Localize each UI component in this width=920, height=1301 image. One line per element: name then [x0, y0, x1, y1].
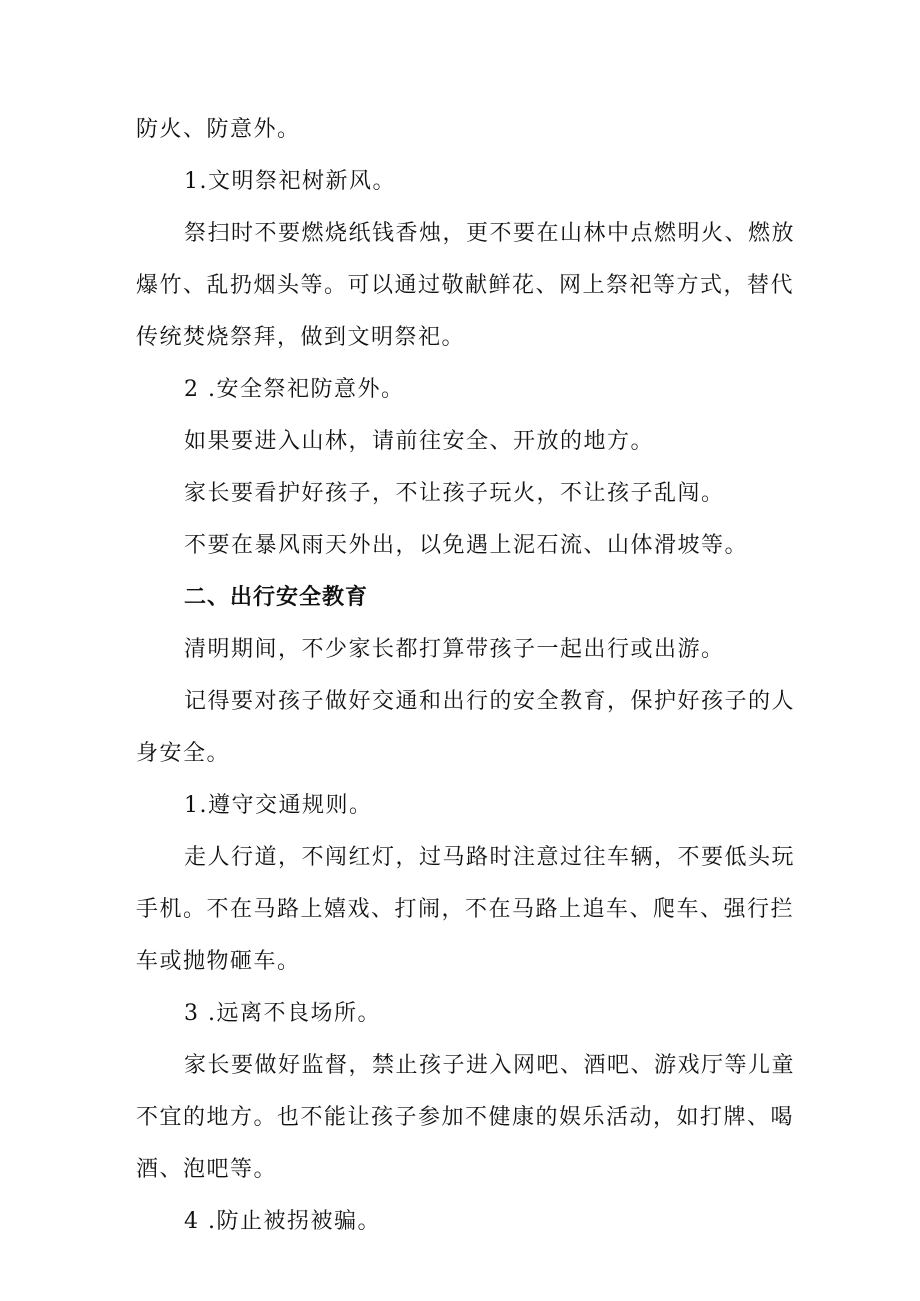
- item-avoid-bad-places: 3 .远离不良场所。: [184, 1001, 381, 1026]
- paragraph-mountain-forest: 如果要进入山林，请前往安全、开放的地方。: [184, 429, 655, 454]
- paragraph-qingming-travel: 清明期间，不少家长都打算带孩子一起出行或出游。: [184, 637, 725, 662]
- section-heading-travel-safety: 二、出行安全教育: [184, 585, 369, 610]
- paragraph-fire-prevention: 防火、防意外。: [136, 117, 301, 142]
- item-traffic-rules: 1.遵守交通规则。: [184, 793, 373, 818]
- document-body: [136, 104, 796, 1248]
- item-safe-worship: 2 .安全祭祀防意外。: [184, 377, 405, 402]
- paragraph-worship-guidance: 祭扫时不要燃烧纸钱香烛，更不要在山林中点燃明火、燃放爆竹、乱扔烟头等。可以通过敬献鲜花、网上祭祀等方式，替代传统焚烧祭拜，做到文明祭祀。: [136, 221, 796, 350]
- item-civilized-worship: 1.文明祭祀树新风。: [184, 169, 396, 194]
- paragraph-storm-warning: 不要在暴风雨天外出，以免遇上泥石流、山体滑坡等。: [184, 533, 749, 558]
- paragraph-traffic-guidance: 走人行道，不闯红灯，过马路时注意过往车辆，不要低头玩手机。不在马路上嬉戏、打闹，不在马路上追车、爬车、强行拦车或抛物砸车。: [136, 845, 796, 974]
- paragraph-safety-education: 记得要对孩子做好交通和出行的安全教育，保护好孩子的人身安全。: [136, 689, 796, 766]
- item-prevent-abduction: 4 .防止被拐被骗。: [184, 1209, 381, 1234]
- paragraph-supervise-children: 家长要看护好孩子，不让孩子玩火，不让孩子乱闯。: [184, 481, 725, 506]
- paragraph-parent-supervision: 家长要做好监督，禁止孩子进入网吧、酒吧、游戏厅等儿童不宜的地方。也不能让孩子参加不健康的娱乐活动，如打牌、喝酒、泡吧等。: [136, 1053, 796, 1182]
